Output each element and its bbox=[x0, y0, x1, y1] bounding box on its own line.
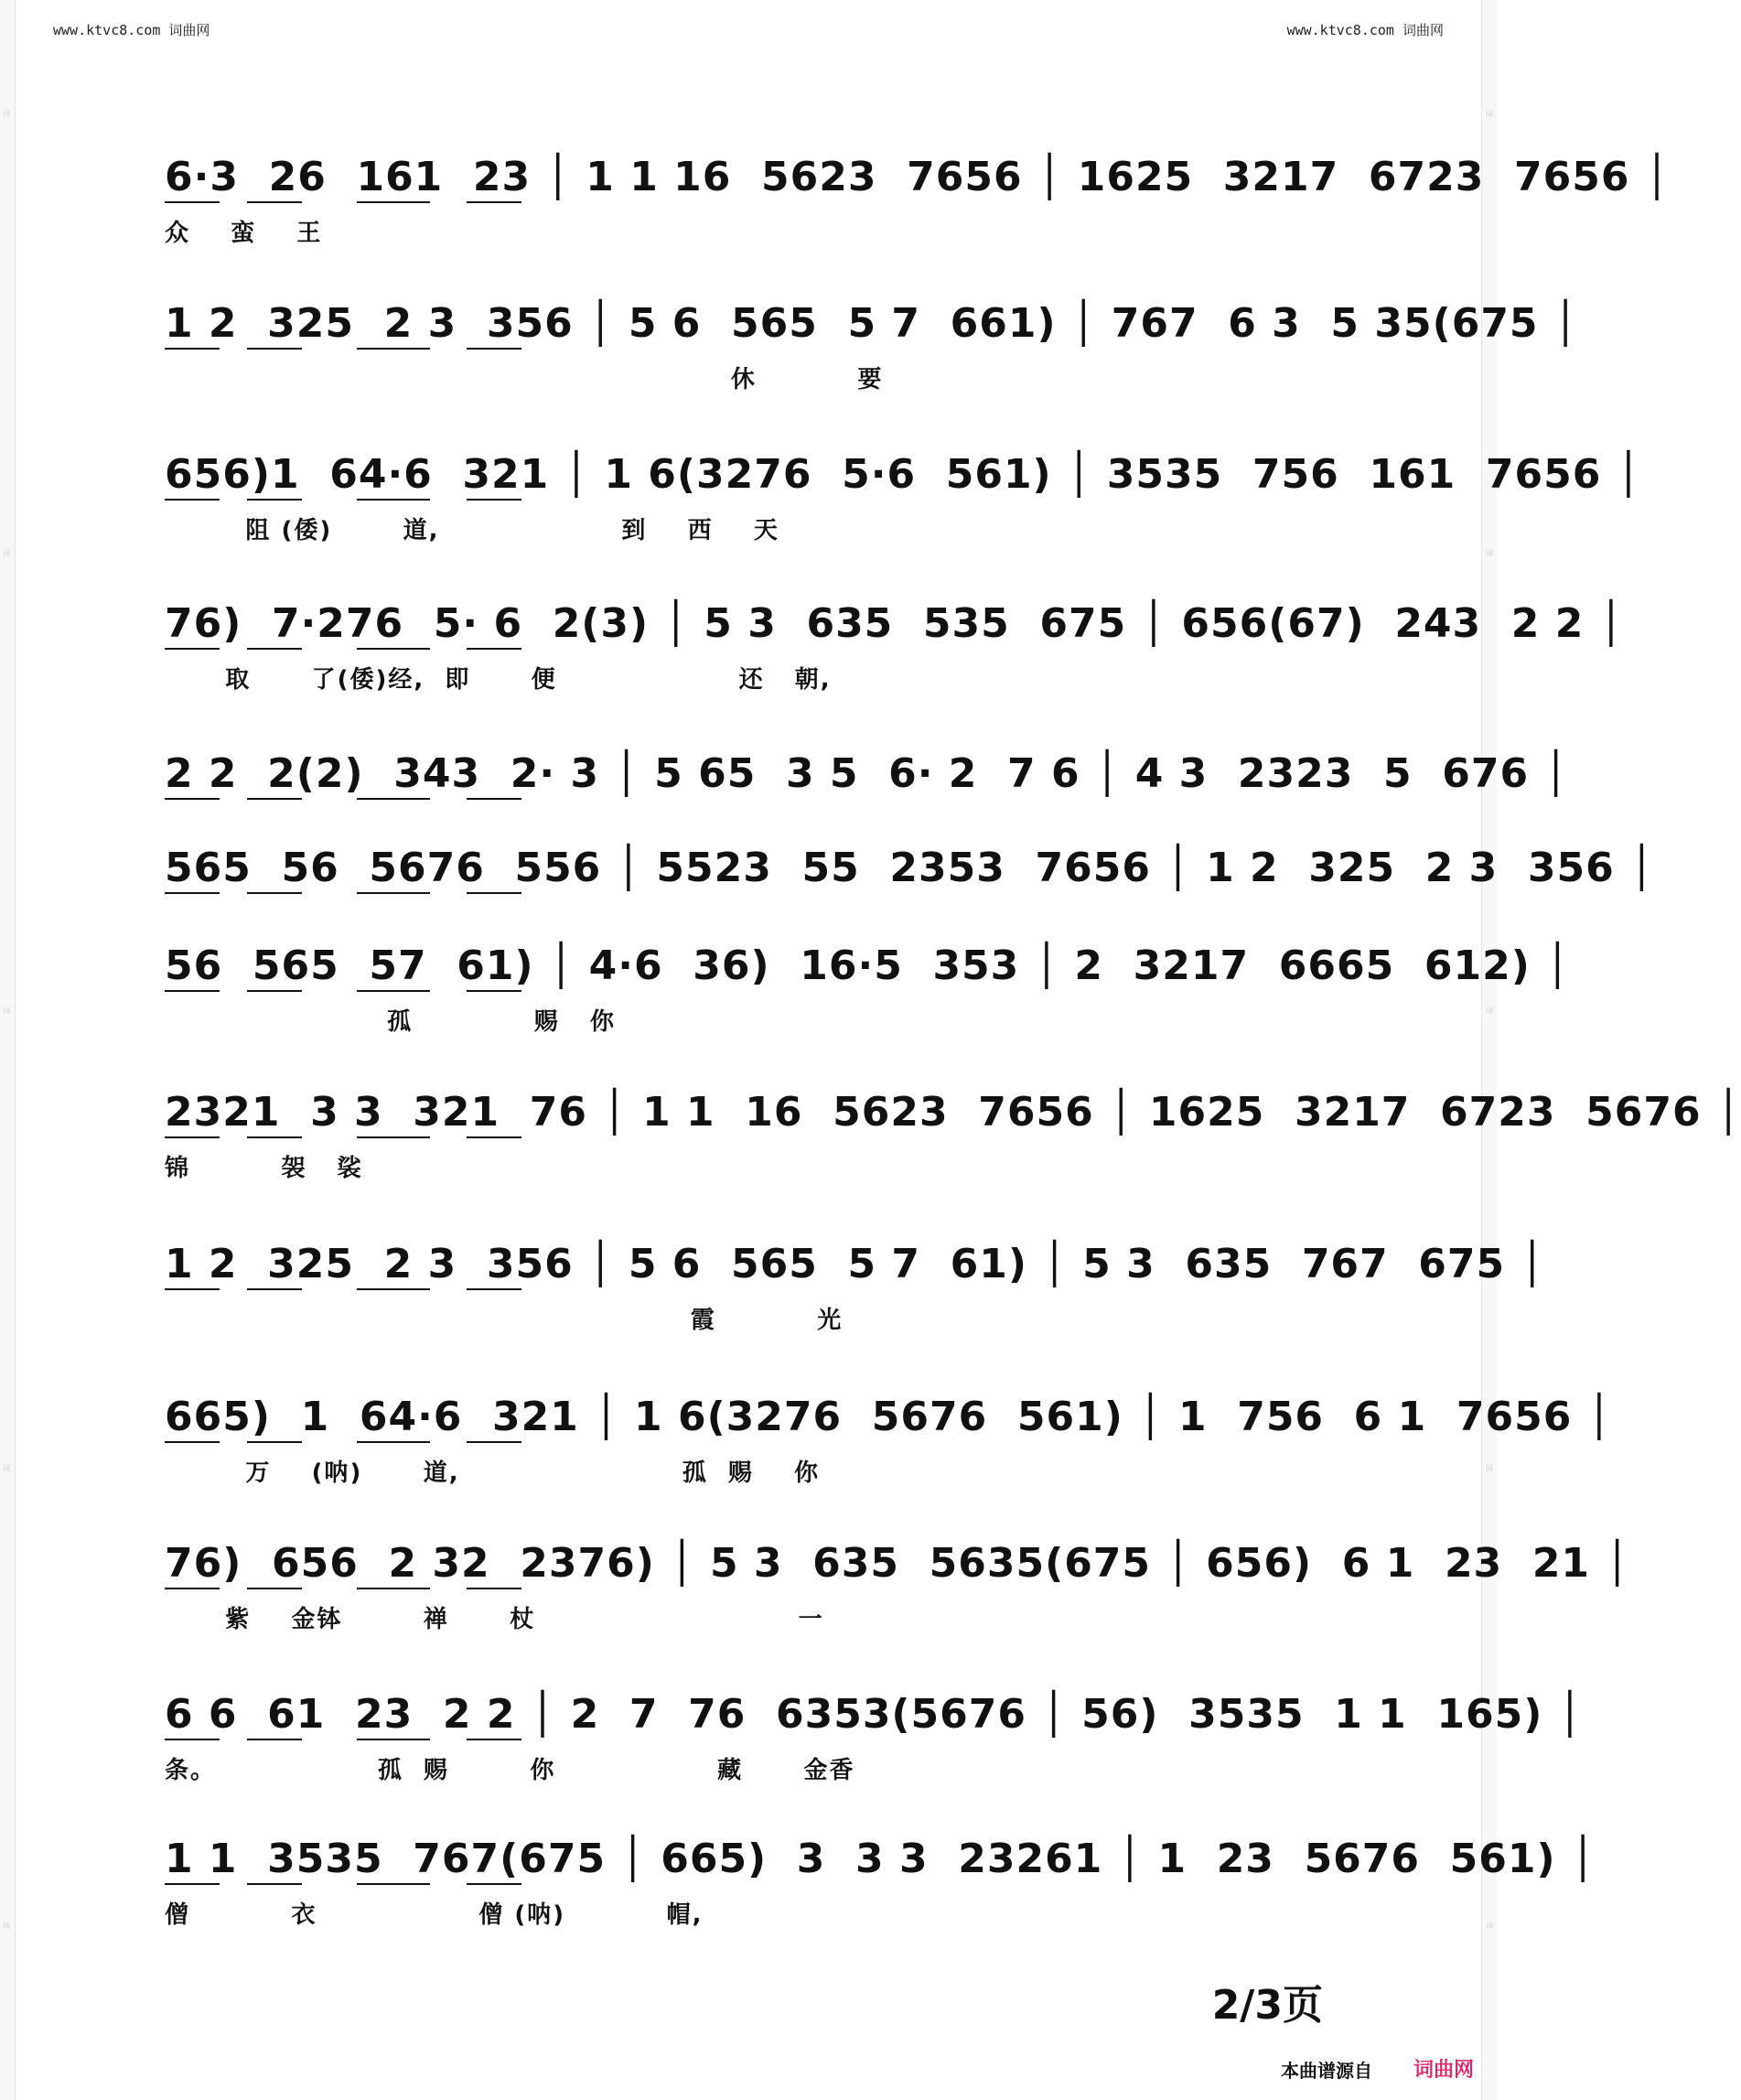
beam-line bbox=[165, 348, 220, 350]
beam-line bbox=[467, 348, 521, 350]
beam-line bbox=[467, 990, 521, 992]
beam-line bbox=[357, 798, 430, 800]
score-lyrics: 阻 (倭) 道, 到 西 天 bbox=[165, 517, 779, 544]
beam-line bbox=[165, 892, 220, 894]
beam-line bbox=[357, 201, 430, 203]
score-notes: 76) 656 2 32 2376) │ 5 3 635 5635(675 │ 656) 6 1 23 21 │ bbox=[165, 1540, 1630, 1587]
beam-line bbox=[357, 499, 430, 501]
beam-line bbox=[247, 648, 302, 650]
beam-line bbox=[247, 201, 302, 203]
watermark-mark: 词 bbox=[3, 1007, 10, 1015]
left-margin-strip bbox=[0, 0, 16, 2100]
beam-line bbox=[357, 892, 430, 894]
beam-line bbox=[357, 1288, 430, 1290]
beam-line bbox=[467, 1883, 521, 1885]
score-notes: 665) 1 64·6 321 │ 1 6(3276 5676 561) │ 1 756 6 1 7656 │ bbox=[165, 1394, 1613, 1440]
beam-line bbox=[357, 1136, 430, 1138]
watermark-mark: 词 bbox=[3, 1464, 10, 1472]
footer-source-label: 本曲谱源自 bbox=[1281, 2060, 1372, 2082]
beam-line bbox=[247, 1136, 302, 1138]
beam-line bbox=[357, 1588, 430, 1589]
watermark-mark: 词 bbox=[1486, 1464, 1493, 1472]
score-row bbox=[165, 926, 1571, 1036]
beam-line bbox=[165, 1588, 220, 1589]
beam-line bbox=[467, 1136, 521, 1138]
beam-line bbox=[165, 1739, 220, 1740]
score-notes: 2321 3 3 321 76 │ 1 1 16 5623 7656 │ 1625 3217 6723 5676 │ bbox=[165, 1089, 1741, 1136]
score-notes: 56 565 57 61) │ 4·6 36) 16·5 353 │ 2 3217 6665 612) │ bbox=[165, 942, 1571, 989]
score-row bbox=[165, 584, 1625, 694]
header-site-right[interactable]: www.ktvc8.com 词曲网 bbox=[1286, 22, 1444, 38]
watermark-mark: 词 bbox=[1486, 110, 1493, 118]
beam-line bbox=[165, 990, 220, 992]
watermark-mark: 词 bbox=[3, 549, 10, 557]
beam-line bbox=[165, 648, 220, 650]
beam-line bbox=[247, 1883, 302, 1885]
footer-brand-link[interactable]: 词曲网 bbox=[1413, 2059, 1475, 2082]
score-notes: 2 2 2(2) 343 2· 3 │ 5 65 3 5 6· 2 7 6 │ 4 3 2323 5 676 │ bbox=[165, 750, 1569, 797]
beam-line bbox=[165, 1136, 220, 1138]
beam-line bbox=[165, 1883, 220, 1885]
beam-line bbox=[467, 499, 521, 501]
score-notes: 1 1 3535 767(675 │ 665) 3 3 3 23261 │ 1 23 5676 561) │ bbox=[165, 1836, 1596, 1882]
score-lyrics: 紫 金钵 禅 杖 一 bbox=[165, 1606, 824, 1633]
beam-line bbox=[467, 648, 521, 650]
score-lyrics: 条。 孤 赐 你 藏 金香 bbox=[165, 1757, 855, 1784]
score-lyrics: 孤 赐 你 bbox=[165, 1008, 616, 1036]
beam-line bbox=[247, 1441, 302, 1443]
score-lyrics: 僧 衣 僧 (呐) 帽, bbox=[165, 1901, 704, 1929]
score-lyrics: 取 了(倭)经, 即 便 还 朝, bbox=[165, 666, 832, 694]
score-notes: 1 2 325 2 3 356 │ 5 6 565 5 7 661) │ 767 6 3 5 35(675 │ bbox=[165, 300, 1579, 347]
score-lyrics: 众 蛮 王 bbox=[165, 220, 323, 247]
beam-line bbox=[165, 1441, 220, 1443]
beam-line bbox=[467, 1288, 521, 1290]
beam-line bbox=[165, 1288, 220, 1290]
score-row bbox=[165, 1224, 1545, 1334]
score-row bbox=[165, 1072, 1741, 1182]
score-notes: 656)1 64·6 321 │ 1 6(3276 5·6 561) │ 3535 756 161 7656 │ bbox=[165, 451, 1642, 498]
watermark-mark: 词 bbox=[1486, 1007, 1493, 1015]
beam-line bbox=[247, 1739, 302, 1740]
score-row bbox=[165, 435, 1642, 544]
beam-line bbox=[467, 1588, 521, 1589]
beam-line bbox=[357, 1883, 430, 1885]
score-row bbox=[165, 1819, 1596, 1929]
score-row bbox=[165, 284, 1579, 393]
score-row bbox=[165, 1377, 1613, 1487]
score-lyrics: 霞 光 bbox=[165, 1307, 844, 1334]
beam-line bbox=[357, 1441, 430, 1443]
beam-line bbox=[357, 990, 430, 992]
score-lyrics: 休 要 bbox=[165, 366, 884, 393]
beam-line bbox=[247, 892, 302, 894]
watermark-mark: 词 bbox=[3, 110, 10, 118]
score-row bbox=[165, 1524, 1630, 1633]
score-row bbox=[165, 734, 1569, 844]
watermark-mark: 词 bbox=[3, 1922, 10, 1930]
header-site-left[interactable]: www.ktvc8.com 词曲网 bbox=[53, 22, 210, 38]
score-row bbox=[165, 828, 1655, 938]
score-notes: 6 6 61 23 2 2 │ 2 7 76 6353(5676 │ 56) 3535 1 1 165) │ bbox=[165, 1691, 1584, 1738]
score-notes: 76) 7·276 5· 6 2(3) │ 5 3 635 535 675 │ 656(67) 243 2 2 │ bbox=[165, 600, 1625, 647]
score-row bbox=[165, 137, 1671, 247]
score-notes: 6·3 26 161 23 │ 1 1 16 5623 7656 │ 1625 3217 6723 7656 │ bbox=[165, 154, 1671, 200]
score-notes: 565 56 5676 556 │ 5523 55 2353 7656 │ 1 2 325 2 3 356 │ bbox=[165, 845, 1655, 891]
score-lyrics: 万 (呐) 道, 孤 赐 你 bbox=[165, 1459, 821, 1487]
beam-line bbox=[247, 1288, 302, 1290]
beam-line bbox=[467, 798, 521, 800]
watermark-mark: 词 bbox=[1486, 1922, 1493, 1930]
beam-line bbox=[165, 201, 220, 203]
beam-line bbox=[467, 1739, 521, 1740]
beam-line bbox=[467, 1441, 521, 1443]
beam-line bbox=[165, 798, 220, 800]
beam-line bbox=[357, 1739, 430, 1740]
beam-line bbox=[357, 348, 430, 350]
beam-line bbox=[165, 499, 220, 501]
beam-line bbox=[247, 348, 302, 350]
beam-line bbox=[247, 1588, 302, 1589]
score-notes: 1 2 325 2 3 356 │ 5 6 565 5 7 61) │ 5 3 635 767 675 │ bbox=[165, 1241, 1545, 1287]
beam-line bbox=[357, 648, 430, 650]
beam-line bbox=[467, 892, 521, 894]
beam-line bbox=[467, 201, 521, 203]
watermark-mark: 词 bbox=[1486, 549, 1493, 557]
beam-line bbox=[247, 499, 302, 501]
beam-line bbox=[247, 798, 302, 800]
score-lyrics: 锦 袈 裟 bbox=[165, 1155, 363, 1182]
score-row bbox=[165, 1675, 1584, 1784]
beam-line bbox=[247, 990, 302, 992]
page-number: 2/3页 bbox=[1211, 1982, 1323, 2029]
